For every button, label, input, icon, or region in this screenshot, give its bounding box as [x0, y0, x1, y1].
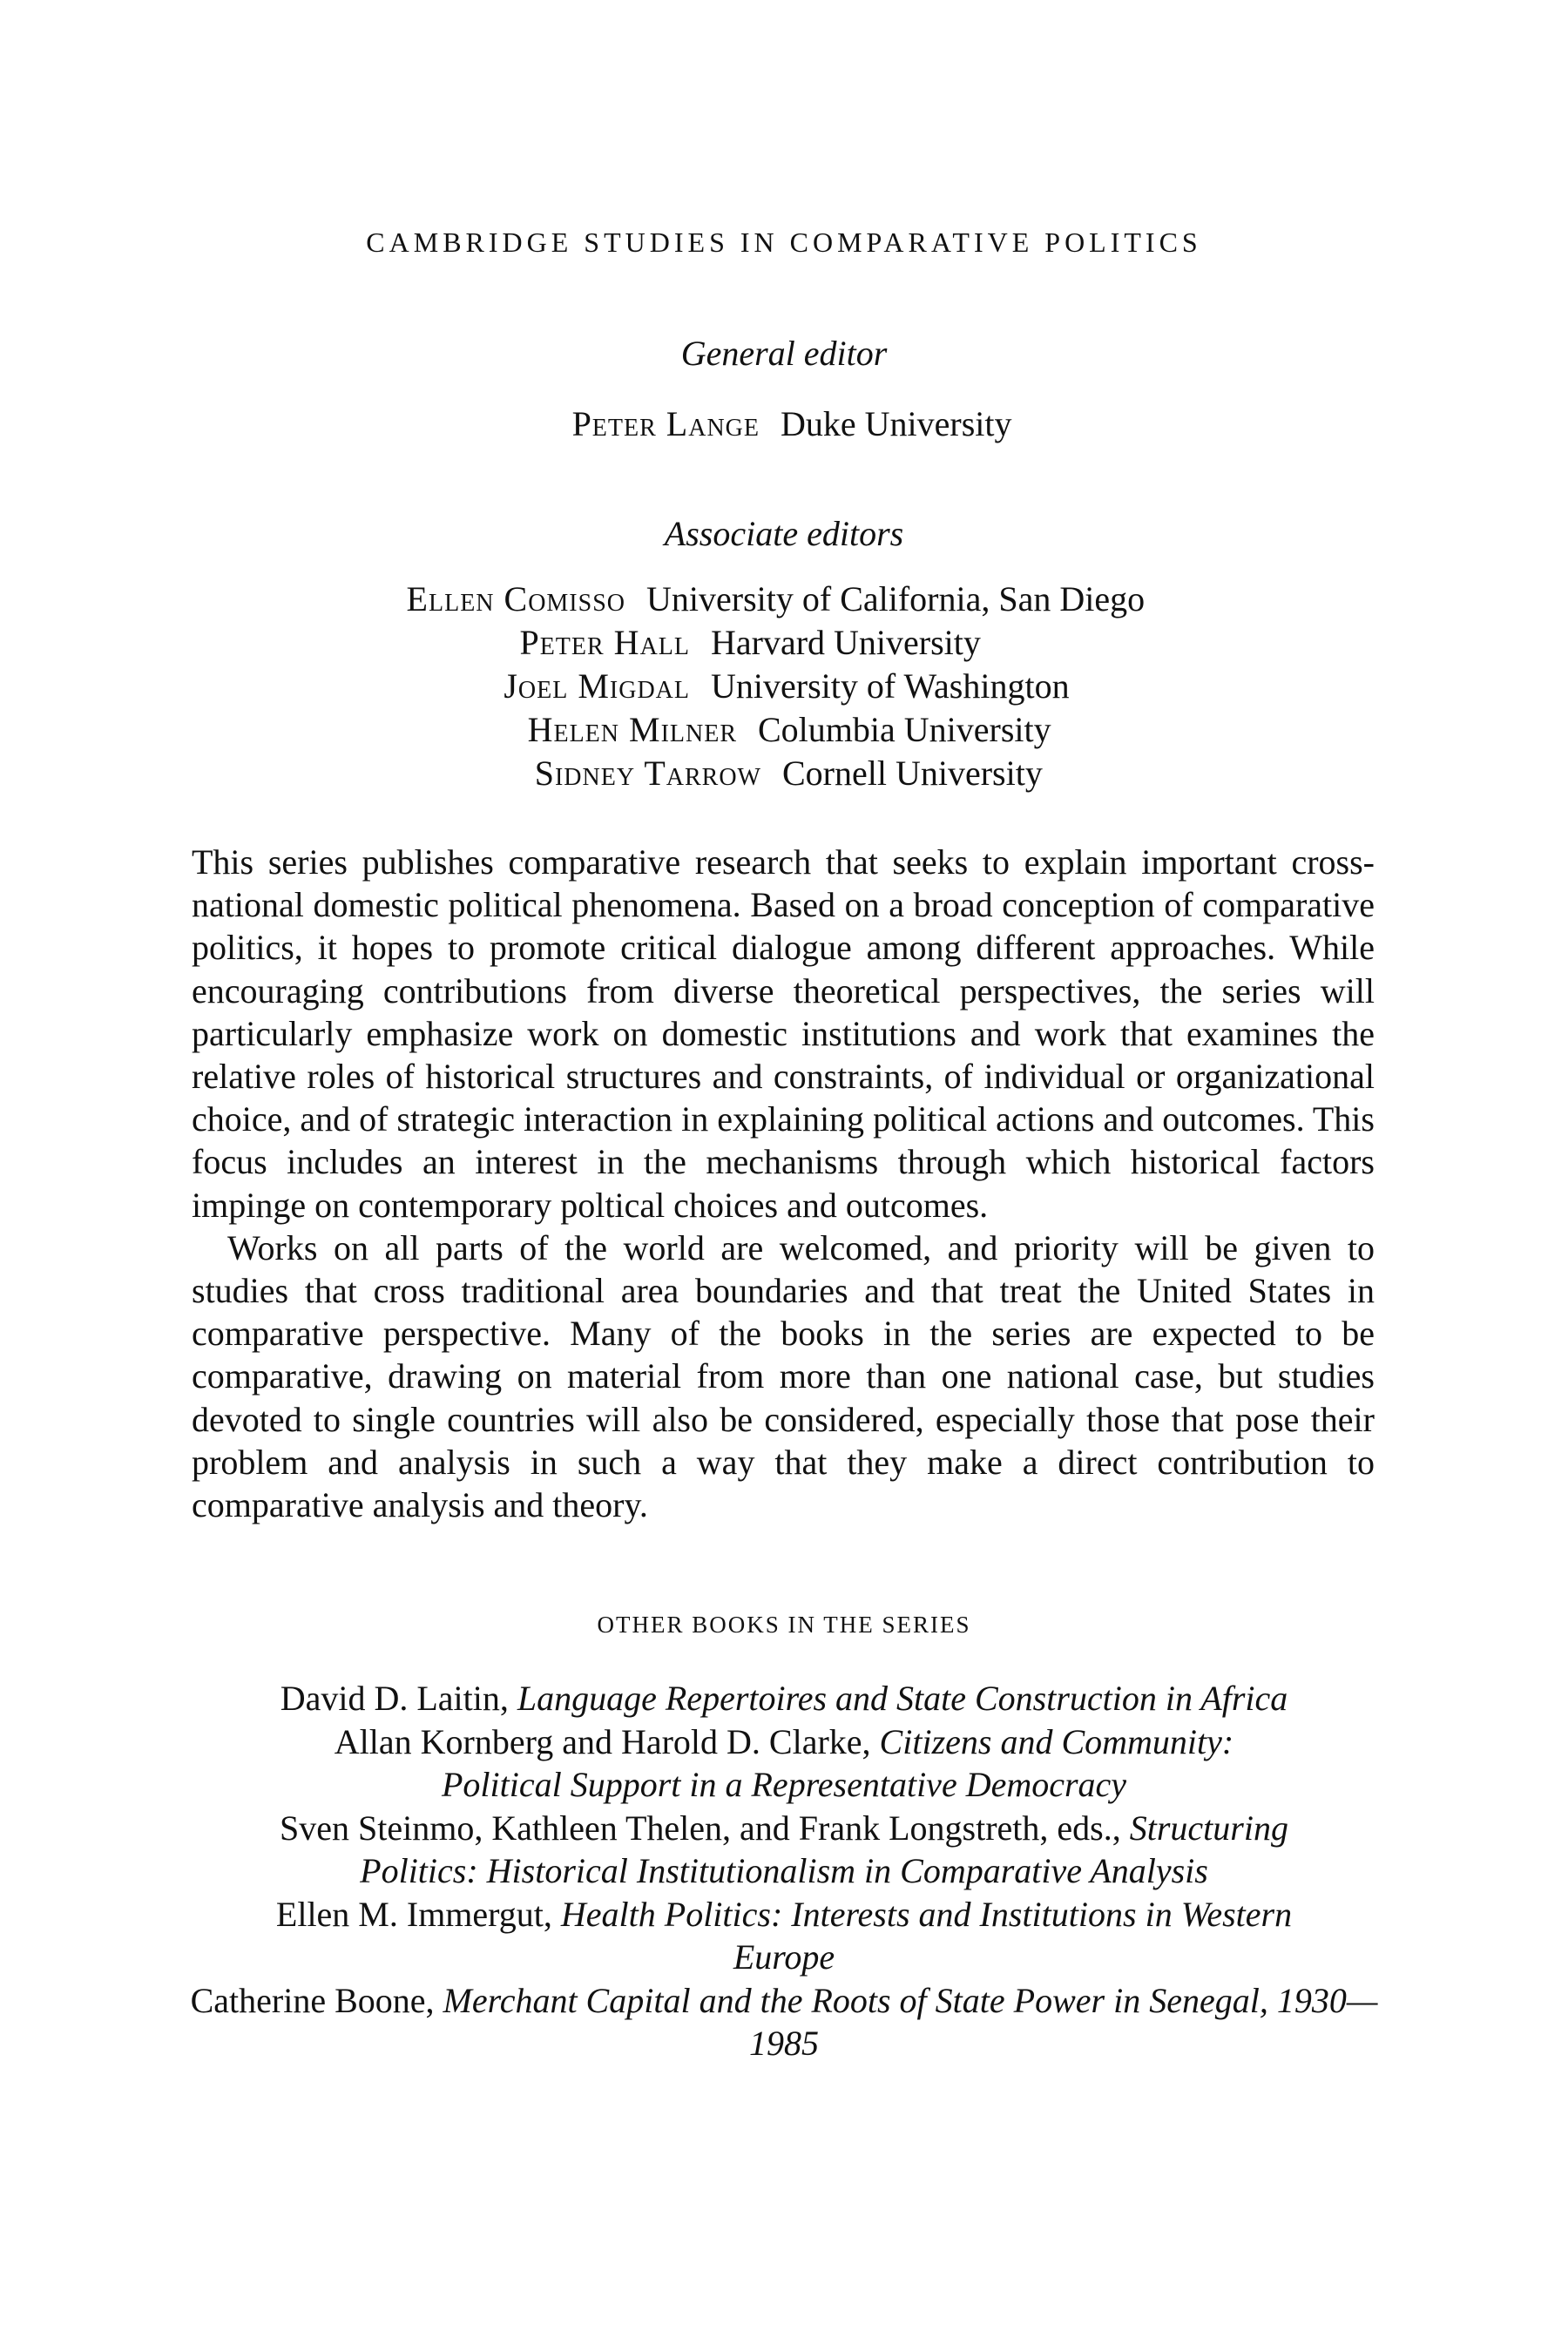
associate-editor-entry	[0, 621, 1568, 665]
other-books-heading: OTHER BOOKS IN THE SERIES	[597, 1612, 971, 1638]
editor-affiliation: Harvard University	[711, 623, 981, 662]
book-entry	[174, 1979, 1394, 2065]
book-title: Structuring Politics: Historical Institutionalism in Comparative Analysis	[360, 1808, 1288, 1890]
book-title: Language Repertoires and State Construction in Africa	[517, 1679, 1288, 1718]
book-author: Sven Steinmo, Kathleen Thelen, and Frank Longstreth, eds.,	[280, 1808, 1121, 1848]
series-description	[192, 841, 1375, 1526]
book-author: Ellen M. Immergut,	[275, 1894, 552, 1934]
editor-affiliation: University of Washington	[711, 666, 1070, 706]
description-paragraph: This series publishes comparative research that seeks to explain important cross-national domestic political phenomena. Based on a broad conception of comparative politics, it hopes to promote critical dialogue among different approaches. While encouraging contributions from diverse theoretical perspectives, the series will particularly emphasize work on domestic institutions and work that examines the relative roles of historical structures and constraints, of individual or organizational choice, and of strategic interaction in explaining political actions and outcomes. This focus includes an interest in the mechanisms through which historical factors impinge on contemporary poltical choices and outcomes.	[192, 842, 1375, 1225]
editor-name: Peter Lange	[571, 404, 760, 443]
editor-name: Helen Milner	[527, 710, 737, 749]
description-paragraph: Works on all parts of the world are welcomed, and priority will be given to studies that cross traditional area boundaries and that treat the United States in comparative perspective. Many of the books in the series are expected to be comparative, drawing on material from more than one national case, but studies devoted to single countries will also be considered, especially those that pose their problem and analysis in such a way that they make a direct contribution to comparative analysis and theory.	[192, 1227, 1375, 1525]
associate-editor-entry	[0, 578, 1568, 621]
associate-editor-entry	[0, 708, 1568, 752]
editor-name: Peter Hall	[519, 623, 690, 662]
editor-affiliation: Cornell University	[782, 754, 1043, 793]
general-editor-heading: General editor	[680, 334, 888, 373]
editor-affiliation: University of California, San Diego	[646, 579, 1146, 618]
associate-editors-heading: Associate editors	[664, 514, 904, 553]
editor-name: Joel Migdal	[504, 666, 690, 706]
book-entry	[174, 1807, 1394, 1893]
book-title: Merchant Capital and the Roots of State Power in Senegal, 1930—1985	[443, 1980, 1378, 2063]
series-title: CAMBRIDGE STUDIES IN COMPARATIVE POLITICS	[366, 226, 1202, 258]
book-author: Allan Kornberg and Harold D. Clarke,	[334, 1721, 871, 1761]
book-author: David D. Laitin,	[280, 1679, 509, 1718]
book-title: Citizens and Community: Political Support in a Representative Democracy	[441, 1721, 1234, 1804]
other-books-list	[174, 1677, 1394, 2065]
editor-name: Ellen Comisso	[406, 579, 625, 618]
book-entry	[174, 1720, 1394, 1807]
associate-editor-entry	[0, 752, 1568, 795]
editor-affiliation: Duke University	[781, 404, 1012, 443]
editor-name: Sidney Tarrow	[534, 754, 761, 793]
book-entry	[174, 1893, 1394, 1979]
book-author: Catherine Boone,	[190, 1980, 435, 2020]
book-title: Health Politics: Interests and Institutions in Western Europe	[560, 1894, 1293, 1977]
associate-editor-entry	[0, 665, 1568, 708]
editor-affiliation: Columbia University	[758, 710, 1051, 749]
book-entry	[174, 1677, 1394, 1720]
general-editor-entry	[0, 402, 1568, 446]
